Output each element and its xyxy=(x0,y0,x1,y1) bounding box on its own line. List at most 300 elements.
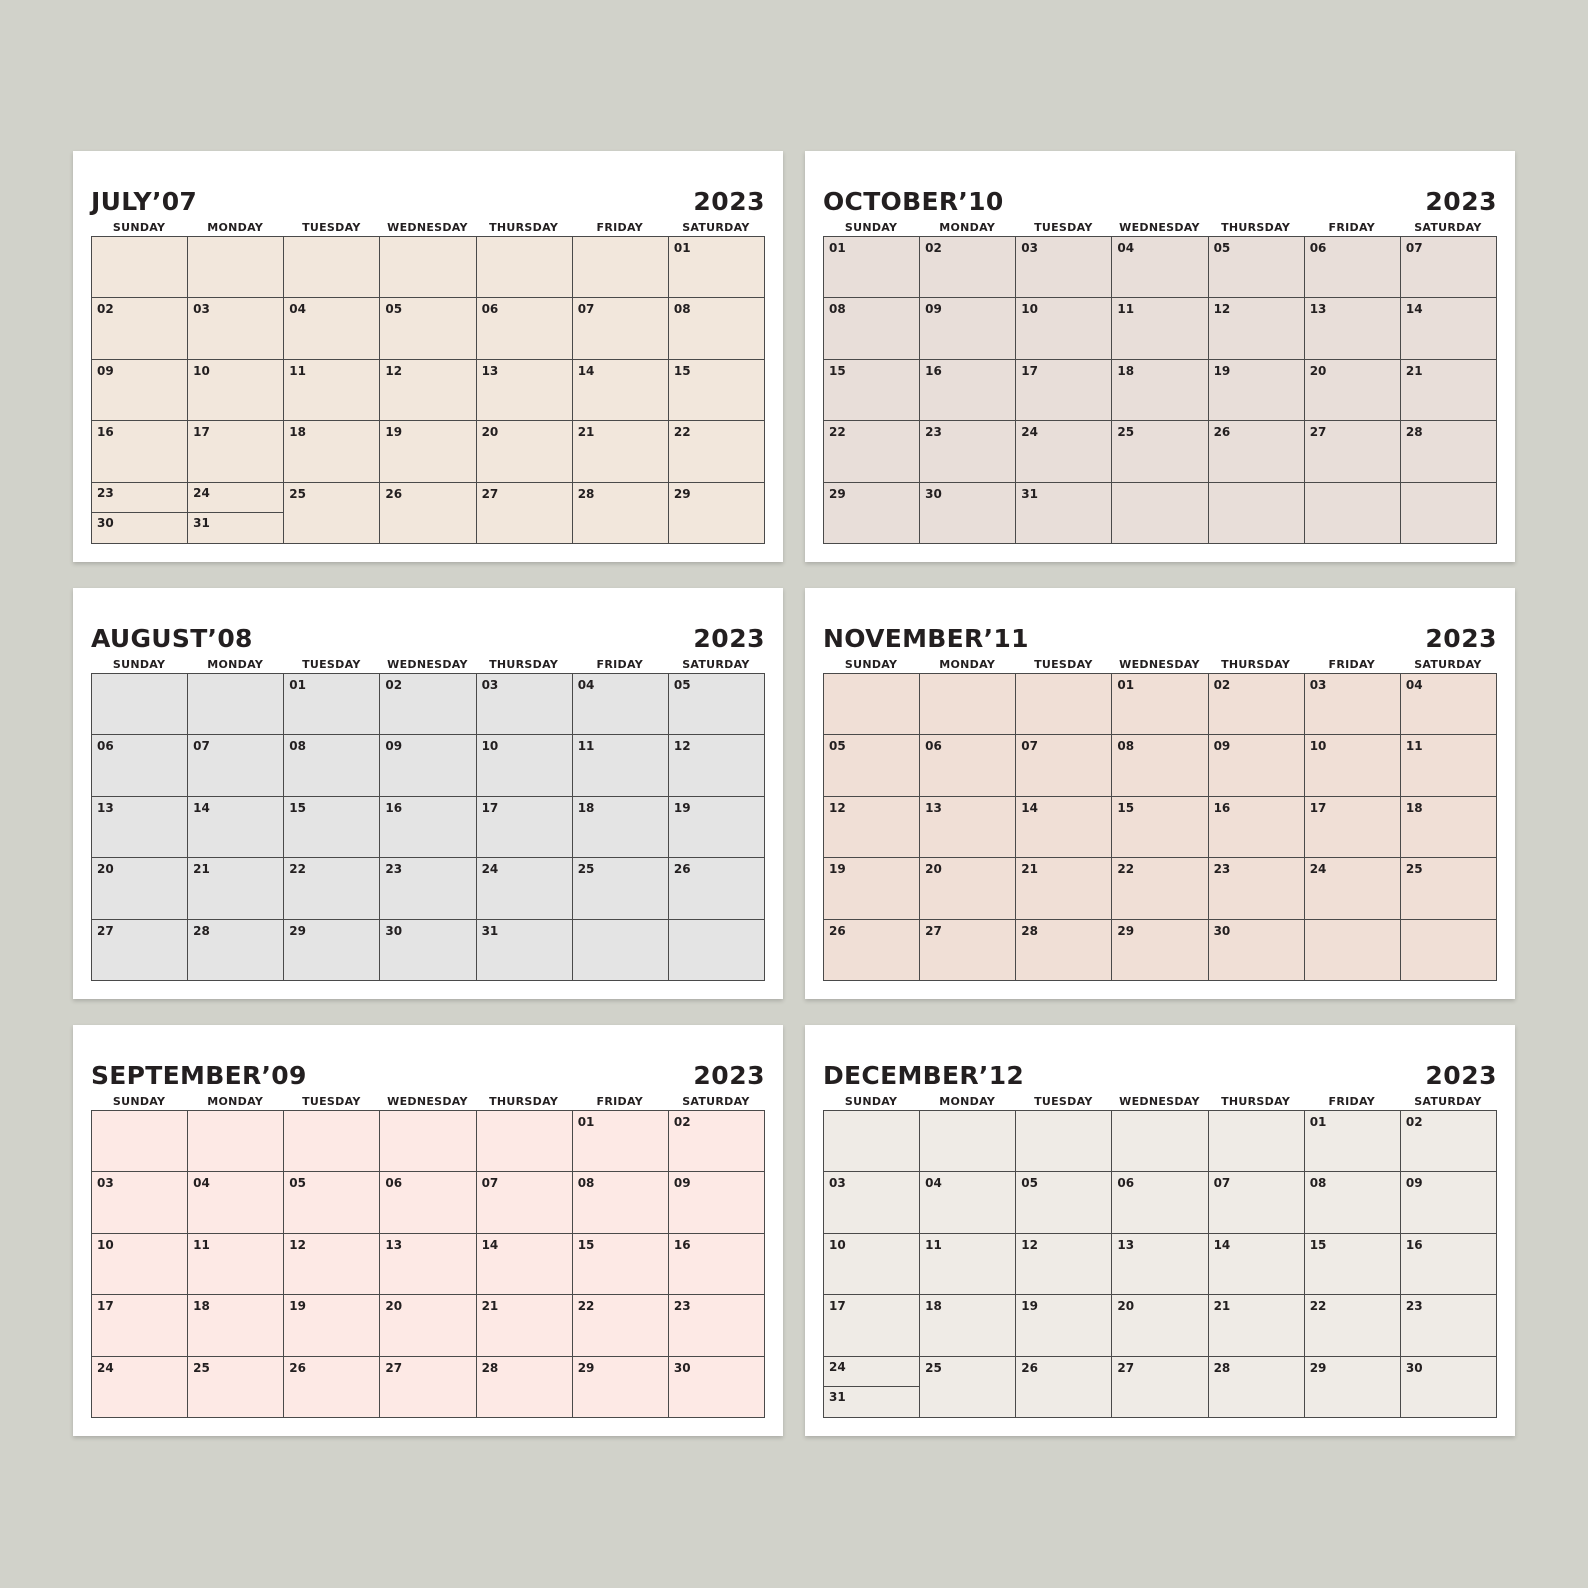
day-cell[interactable] xyxy=(1112,421,1208,482)
day-cell[interactable] xyxy=(477,298,573,359)
day-number: 09 xyxy=(385,739,403,754)
day-cell[interactable] xyxy=(1112,483,1208,544)
day-cell[interactable] xyxy=(380,298,476,359)
day-cell[interactable] xyxy=(920,298,1016,359)
day-number: 30 xyxy=(385,923,403,938)
day-cell[interactable] xyxy=(920,483,1016,544)
day-number: 12 xyxy=(385,363,403,378)
weekday-label: SATURDAY xyxy=(682,1095,750,1108)
day-cell[interactable] xyxy=(669,1234,765,1295)
day-cell[interactable] xyxy=(188,1234,284,1295)
day-cell[interactable] xyxy=(92,797,188,858)
year-label: 2023 xyxy=(1425,624,1497,653)
weekday-label: FRIDAY xyxy=(1328,658,1375,671)
day-cell[interactable] xyxy=(1209,483,1305,544)
day-number: 20 xyxy=(1117,1299,1135,1314)
day-cell[interactable] xyxy=(477,421,573,482)
day-cell-half[interactable] xyxy=(92,513,187,543)
day-cell[interactable] xyxy=(920,735,1016,796)
day-cell[interactable] xyxy=(1112,1111,1208,1172)
day-cell[interactable] xyxy=(92,674,188,735)
day-number: 20 xyxy=(97,862,114,877)
day-number: 10 xyxy=(193,363,210,378)
day-cell[interactable] xyxy=(188,298,284,359)
day-cell[interactable] xyxy=(1305,237,1401,298)
weekday-label: TUESDAY xyxy=(1034,1095,1093,1108)
day-cell[interactable] xyxy=(92,1295,188,1356)
day-cell[interactable] xyxy=(920,674,1016,735)
day-cell[interactable] xyxy=(573,298,669,359)
day-cell[interactable] xyxy=(920,421,1016,482)
day-cell[interactable] xyxy=(1209,735,1305,796)
day-number: 04 xyxy=(1117,241,1135,255)
day-cell[interactable] xyxy=(92,483,188,544)
day-number: 27 xyxy=(97,923,114,938)
day-cell[interactable] xyxy=(284,920,380,981)
day-cell[interactable] xyxy=(1209,1111,1305,1172)
day-cell[interactable] xyxy=(188,1172,284,1233)
day-cell[interactable] xyxy=(1305,1234,1401,1295)
day-cell[interactable] xyxy=(92,920,188,981)
day-number: 13 xyxy=(1117,1237,1135,1252)
day-cell[interactable] xyxy=(824,1357,920,1418)
day-cell[interactable] xyxy=(1112,1172,1208,1233)
day-cell[interactable] xyxy=(92,1111,188,1172)
month-grid xyxy=(91,236,765,544)
day-cell[interactable] xyxy=(188,920,284,981)
day-number: 04 xyxy=(193,1176,210,1191)
day-cell[interactable] xyxy=(669,674,765,735)
day-cell-half[interactable] xyxy=(824,1387,919,1417)
day-cell[interactable] xyxy=(1305,858,1401,919)
day-cell[interactable] xyxy=(1209,298,1305,359)
weekday-label: SUNDAY xyxy=(112,221,166,234)
day-cell[interactable] xyxy=(92,237,188,298)
day-cell[interactable] xyxy=(1401,735,1497,796)
day-cell[interactable] xyxy=(1016,858,1112,919)
month-title: OCTOBER’10 xyxy=(823,187,1004,216)
day-number: 25 xyxy=(1117,425,1135,440)
day-cell[interactable] xyxy=(920,1111,1016,1172)
month-title: JULY’07 xyxy=(91,187,198,216)
day-cell[interactable] xyxy=(1016,1111,1112,1172)
day-cell[interactable] xyxy=(1305,483,1401,544)
day-cell[interactable] xyxy=(669,1295,765,1356)
day-cell[interactable] xyxy=(1401,237,1497,298)
day-cell[interactable] xyxy=(284,1111,380,1172)
day-cell[interactable] xyxy=(188,858,284,919)
day-cell[interactable] xyxy=(477,735,573,796)
day-number: 28 xyxy=(1405,425,1423,440)
day-cell[interactable] xyxy=(1209,858,1305,919)
day-cell[interactable] xyxy=(1112,920,1208,981)
day-cell[interactable] xyxy=(1016,298,1112,359)
day-cell[interactable] xyxy=(1112,797,1208,858)
day-number: 27 xyxy=(925,923,942,938)
day-number: 23 xyxy=(97,485,114,500)
day-cell[interactable] xyxy=(284,735,380,796)
day-cell[interactable] xyxy=(824,858,920,919)
day-cell[interactable] xyxy=(477,1295,573,1356)
weekday-header xyxy=(91,658,764,672)
day-cell[interactable] xyxy=(1016,360,1112,421)
day-cell[interactable] xyxy=(1112,858,1208,919)
day-cell[interactable] xyxy=(1209,421,1305,482)
day-cell[interactable] xyxy=(1016,1357,1112,1418)
day-cell[interactable] xyxy=(824,1234,920,1295)
day-cell[interactable] xyxy=(188,483,284,544)
day-number: 04 xyxy=(1405,678,1423,692)
day-cell[interactable] xyxy=(477,1172,573,1233)
day-number: 29 xyxy=(289,923,306,938)
day-cell[interactable] xyxy=(1305,674,1401,735)
weekday-label: WEDNESDAY xyxy=(1119,658,1200,671)
day-number: 01 xyxy=(577,1115,595,1129)
day-number: 01 xyxy=(289,678,306,692)
day-cell[interactable] xyxy=(188,421,284,482)
day-cell[interactable] xyxy=(284,360,380,421)
day-number: 08 xyxy=(1117,739,1135,754)
day-cell[interactable] xyxy=(92,1357,188,1418)
day-cell[interactable] xyxy=(573,797,669,858)
day-cell[interactable] xyxy=(669,237,765,298)
weekday-label: SATURDAY xyxy=(1414,1095,1482,1108)
day-cell[interactable] xyxy=(1401,674,1497,735)
day-cell[interactable] xyxy=(1112,1234,1208,1295)
day-cell[interactable] xyxy=(477,1234,573,1295)
day-cell[interactable] xyxy=(1016,1172,1112,1233)
day-cell[interactable] xyxy=(477,1357,573,1418)
day-cell[interactable] xyxy=(188,1357,284,1418)
day-cell[interactable] xyxy=(1401,421,1497,482)
day-cell[interactable] xyxy=(824,797,920,858)
day-cell[interactable] xyxy=(380,674,476,735)
day-cell[interactable] xyxy=(92,360,188,421)
day-cell[interactable] xyxy=(573,858,669,919)
day-cell[interactable] xyxy=(1016,674,1112,735)
day-cell[interactable] xyxy=(380,483,476,544)
day-cell[interactable] xyxy=(380,1234,476,1295)
day-cell[interactable] xyxy=(669,858,765,919)
day-cell[interactable] xyxy=(824,735,920,796)
day-cell[interactable] xyxy=(92,298,188,359)
day-cell[interactable] xyxy=(284,1234,380,1295)
day-number: 26 xyxy=(673,862,691,877)
day-cell[interactable] xyxy=(380,1295,476,1356)
day-cell[interactable] xyxy=(188,674,284,735)
day-number: 14 xyxy=(481,1237,499,1252)
day-number: 28 xyxy=(1213,1360,1231,1375)
day-cell[interactable] xyxy=(573,1111,669,1172)
day-cell[interactable] xyxy=(1112,1357,1208,1418)
day-cell[interactable] xyxy=(1401,920,1497,981)
day-cell[interactable] xyxy=(1401,298,1497,359)
day-cell[interactable] xyxy=(284,674,380,735)
day-cell[interactable] xyxy=(824,1295,920,1356)
day-number: 18 xyxy=(1405,800,1423,815)
day-cell[interactable] xyxy=(1401,1172,1497,1233)
day-cell[interactable] xyxy=(669,735,765,796)
day-number: 24 xyxy=(481,862,499,877)
day-number: 24 xyxy=(1021,425,1038,440)
day-number: 22 xyxy=(289,862,306,877)
day-cell[interactable] xyxy=(1016,483,1112,544)
day-cell[interactable] xyxy=(92,421,188,482)
day-cell[interactable] xyxy=(920,1234,1016,1295)
day-cell[interactable] xyxy=(380,1357,476,1418)
day-cell[interactable] xyxy=(1016,1234,1112,1295)
day-cell-half[interactable] xyxy=(92,483,187,514)
day-number: 15 xyxy=(289,800,306,815)
day-cell[interactable] xyxy=(477,1111,573,1172)
day-cell[interactable] xyxy=(573,421,669,482)
day-cell[interactable] xyxy=(1209,920,1305,981)
day-cell[interactable] xyxy=(1209,674,1305,735)
day-cell[interactable] xyxy=(477,797,573,858)
day-cell[interactable] xyxy=(824,298,920,359)
day-cell-half[interactable] xyxy=(188,483,283,514)
day-number: 07 xyxy=(577,302,595,317)
day-number: 14 xyxy=(1021,800,1038,815)
day-cell-half[interactable] xyxy=(824,1357,919,1388)
day-number: 22 xyxy=(577,1299,595,1314)
day-cell[interactable] xyxy=(1209,797,1305,858)
day-cell[interactable] xyxy=(1305,1111,1401,1172)
day-cell[interactable] xyxy=(1016,1295,1112,1356)
day-cell[interactable] xyxy=(92,1172,188,1233)
day-cell[interactable] xyxy=(1401,1357,1497,1418)
day-cell[interactable] xyxy=(1305,920,1401,981)
day-number: 21 xyxy=(577,425,595,440)
day-cell[interactable] xyxy=(1305,735,1401,796)
day-cell[interactable] xyxy=(1016,735,1112,796)
day-number: 18 xyxy=(289,425,306,440)
day-cell[interactable] xyxy=(1305,421,1401,482)
day-cell[interactable] xyxy=(920,360,1016,421)
weekday-label: SUNDAY xyxy=(844,221,898,234)
day-number: 14 xyxy=(1213,1237,1231,1252)
day-number: 08 xyxy=(1309,1176,1327,1191)
day-number: 24 xyxy=(193,485,210,500)
day-number: 22 xyxy=(1117,862,1135,877)
day-cell[interactable] xyxy=(920,237,1016,298)
day-number: 27 xyxy=(481,486,499,501)
day-cell[interactable] xyxy=(669,483,765,544)
year-label: 2023 xyxy=(693,1061,765,1090)
day-cell[interactable] xyxy=(1016,797,1112,858)
day-cell[interactable] xyxy=(1401,1111,1497,1172)
weekday-label: FRIDAY xyxy=(596,1095,643,1108)
day-cell[interactable] xyxy=(824,1111,920,1172)
day-cell[interactable] xyxy=(669,1111,765,1172)
day-cell[interactable] xyxy=(573,1234,669,1295)
day-cell[interactable] xyxy=(1112,1295,1208,1356)
day-cell[interactable] xyxy=(380,797,476,858)
day-cell[interactable] xyxy=(1016,421,1112,482)
day-cell[interactable] xyxy=(669,797,765,858)
day-cell[interactable] xyxy=(1209,1234,1305,1295)
day-cell[interactable] xyxy=(477,237,573,298)
day-number: 21 xyxy=(193,862,210,877)
day-cell[interactable] xyxy=(188,1295,284,1356)
day-number: 08 xyxy=(289,739,306,754)
day-number: 11 xyxy=(193,1237,210,1252)
day-cell[interactable] xyxy=(920,1172,1016,1233)
day-number: 28 xyxy=(1021,923,1038,938)
day-cell[interactable] xyxy=(1401,483,1497,544)
day-cell[interactable] xyxy=(92,858,188,919)
day-cell[interactable] xyxy=(1112,298,1208,359)
day-cell[interactable] xyxy=(188,360,284,421)
day-cell[interactable] xyxy=(380,858,476,919)
day-number: 24 xyxy=(1309,862,1327,877)
year-label: 2023 xyxy=(1425,187,1497,216)
weekday-header xyxy=(91,1095,764,1109)
day-number: 22 xyxy=(673,425,691,440)
day-number: 02 xyxy=(97,302,114,317)
day-number: 31 xyxy=(193,516,210,531)
day-cell[interactable] xyxy=(1209,237,1305,298)
day-cell[interactable] xyxy=(188,1111,284,1172)
day-cell[interactable] xyxy=(573,483,669,544)
day-number: 20 xyxy=(481,425,499,440)
day-cell[interactable] xyxy=(477,858,573,919)
day-cell[interactable] xyxy=(573,674,669,735)
day-cell[interactable] xyxy=(284,421,380,482)
day-cell[interactable] xyxy=(669,1172,765,1233)
day-cell[interactable] xyxy=(920,920,1016,981)
day-cell[interactable] xyxy=(1401,1295,1497,1356)
day-number: 11 xyxy=(577,739,595,754)
day-cell[interactable] xyxy=(824,483,920,544)
day-cell[interactable] xyxy=(573,1172,669,1233)
weekday-label: WEDNESDAY xyxy=(387,1095,468,1108)
day-cell[interactable] xyxy=(188,237,284,298)
day-cell[interactable] xyxy=(284,1357,380,1418)
day-cell[interactable] xyxy=(1112,735,1208,796)
day-cell[interactable] xyxy=(1016,920,1112,981)
day-cell[interactable] xyxy=(1112,360,1208,421)
day-number: 08 xyxy=(829,302,846,317)
day-number: 13 xyxy=(1309,302,1327,317)
day-cell[interactable] xyxy=(920,858,1016,919)
day-cell[interactable] xyxy=(1112,237,1208,298)
day-number: 03 xyxy=(1309,678,1327,692)
day-cell[interactable] xyxy=(477,920,573,981)
weekday-label: THURSDAY xyxy=(1221,1095,1291,1108)
day-number: 05 xyxy=(1021,1176,1038,1191)
day-number: 10 xyxy=(97,1237,114,1252)
day-cell[interactable] xyxy=(669,1357,765,1418)
day-cell[interactable] xyxy=(477,674,573,735)
calendar-card xyxy=(805,1025,1515,1436)
day-number: 23 xyxy=(1405,1299,1423,1314)
day-cell[interactable] xyxy=(284,797,380,858)
day-cell[interactable] xyxy=(1305,360,1401,421)
day-cell[interactable] xyxy=(380,237,476,298)
day-cell[interactable] xyxy=(380,360,476,421)
day-cell[interactable] xyxy=(824,1172,920,1233)
day-cell[interactable] xyxy=(1209,360,1305,421)
day-cell[interactable] xyxy=(92,1234,188,1295)
day-number: 27 xyxy=(385,1360,403,1375)
day-cell[interactable] xyxy=(1401,858,1497,919)
day-cell[interactable] xyxy=(284,1172,380,1233)
day-cell[interactable] xyxy=(1209,1295,1305,1356)
day-cell[interactable] xyxy=(284,1295,380,1356)
day-cell[interactable] xyxy=(380,1172,476,1233)
day-cell[interactable] xyxy=(573,1295,669,1356)
day-number: 05 xyxy=(1213,241,1231,255)
day-cell[interactable] xyxy=(1209,1172,1305,1233)
day-cell[interactable] xyxy=(188,735,284,796)
day-cell[interactable] xyxy=(188,797,284,858)
day-cell[interactable] xyxy=(1401,360,1497,421)
day-cell[interactable] xyxy=(1209,1357,1305,1418)
day-cell[interactable] xyxy=(669,298,765,359)
day-cell[interactable] xyxy=(284,858,380,919)
day-number: 05 xyxy=(673,678,691,692)
day-cell[interactable] xyxy=(380,1111,476,1172)
calendar-card xyxy=(73,588,783,999)
weekday-label: FRIDAY xyxy=(596,658,643,671)
day-cell[interactable] xyxy=(573,1357,669,1418)
day-cell[interactable] xyxy=(1112,674,1208,735)
day-cell[interactable] xyxy=(920,797,1016,858)
day-cell[interactable] xyxy=(824,674,920,735)
day-cell[interactable] xyxy=(824,237,920,298)
day-cell[interactable] xyxy=(669,360,765,421)
day-cell[interactable] xyxy=(284,298,380,359)
day-cell[interactable] xyxy=(380,421,476,482)
day-cell[interactable] xyxy=(920,1295,1016,1356)
day-cell[interactable] xyxy=(1305,1357,1401,1418)
day-cell[interactable] xyxy=(1305,1295,1401,1356)
day-cell[interactable] xyxy=(824,360,920,421)
day-cell[interactable] xyxy=(573,360,669,421)
day-cell[interactable] xyxy=(380,735,476,796)
day-cell[interactable] xyxy=(920,1357,1016,1418)
day-cell[interactable] xyxy=(824,421,920,482)
day-number: 16 xyxy=(925,363,942,378)
day-cell[interactable] xyxy=(824,920,920,981)
day-cell[interactable] xyxy=(380,920,476,981)
day-cell[interactable] xyxy=(284,237,380,298)
year-label: 2023 xyxy=(693,624,765,653)
day-cell[interactable] xyxy=(284,483,380,544)
day-cell[interactable] xyxy=(1401,1234,1497,1295)
day-number: 22 xyxy=(1309,1299,1327,1314)
day-cell[interactable] xyxy=(1016,237,1112,298)
day-cell[interactable] xyxy=(573,237,669,298)
weekday-label: TUESDAY xyxy=(1034,221,1093,234)
day-cell[interactable] xyxy=(477,360,573,421)
day-cell-half[interactable] xyxy=(188,513,283,543)
day-cell[interactable] xyxy=(92,735,188,796)
day-cell[interactable] xyxy=(573,735,669,796)
day-cell[interactable] xyxy=(573,920,669,981)
weekday-label: WEDNESDAY xyxy=(387,221,468,234)
day-cell[interactable] xyxy=(1305,1172,1401,1233)
day-number: 10 xyxy=(1021,302,1038,317)
day-cell[interactable] xyxy=(1401,797,1497,858)
day-cell[interactable] xyxy=(669,421,765,482)
day-cell[interactable] xyxy=(477,483,573,544)
day-cell[interactable] xyxy=(1305,797,1401,858)
day-cell[interactable] xyxy=(669,920,765,981)
day-number: 16 xyxy=(673,1237,691,1252)
day-cell[interactable] xyxy=(1305,298,1401,359)
